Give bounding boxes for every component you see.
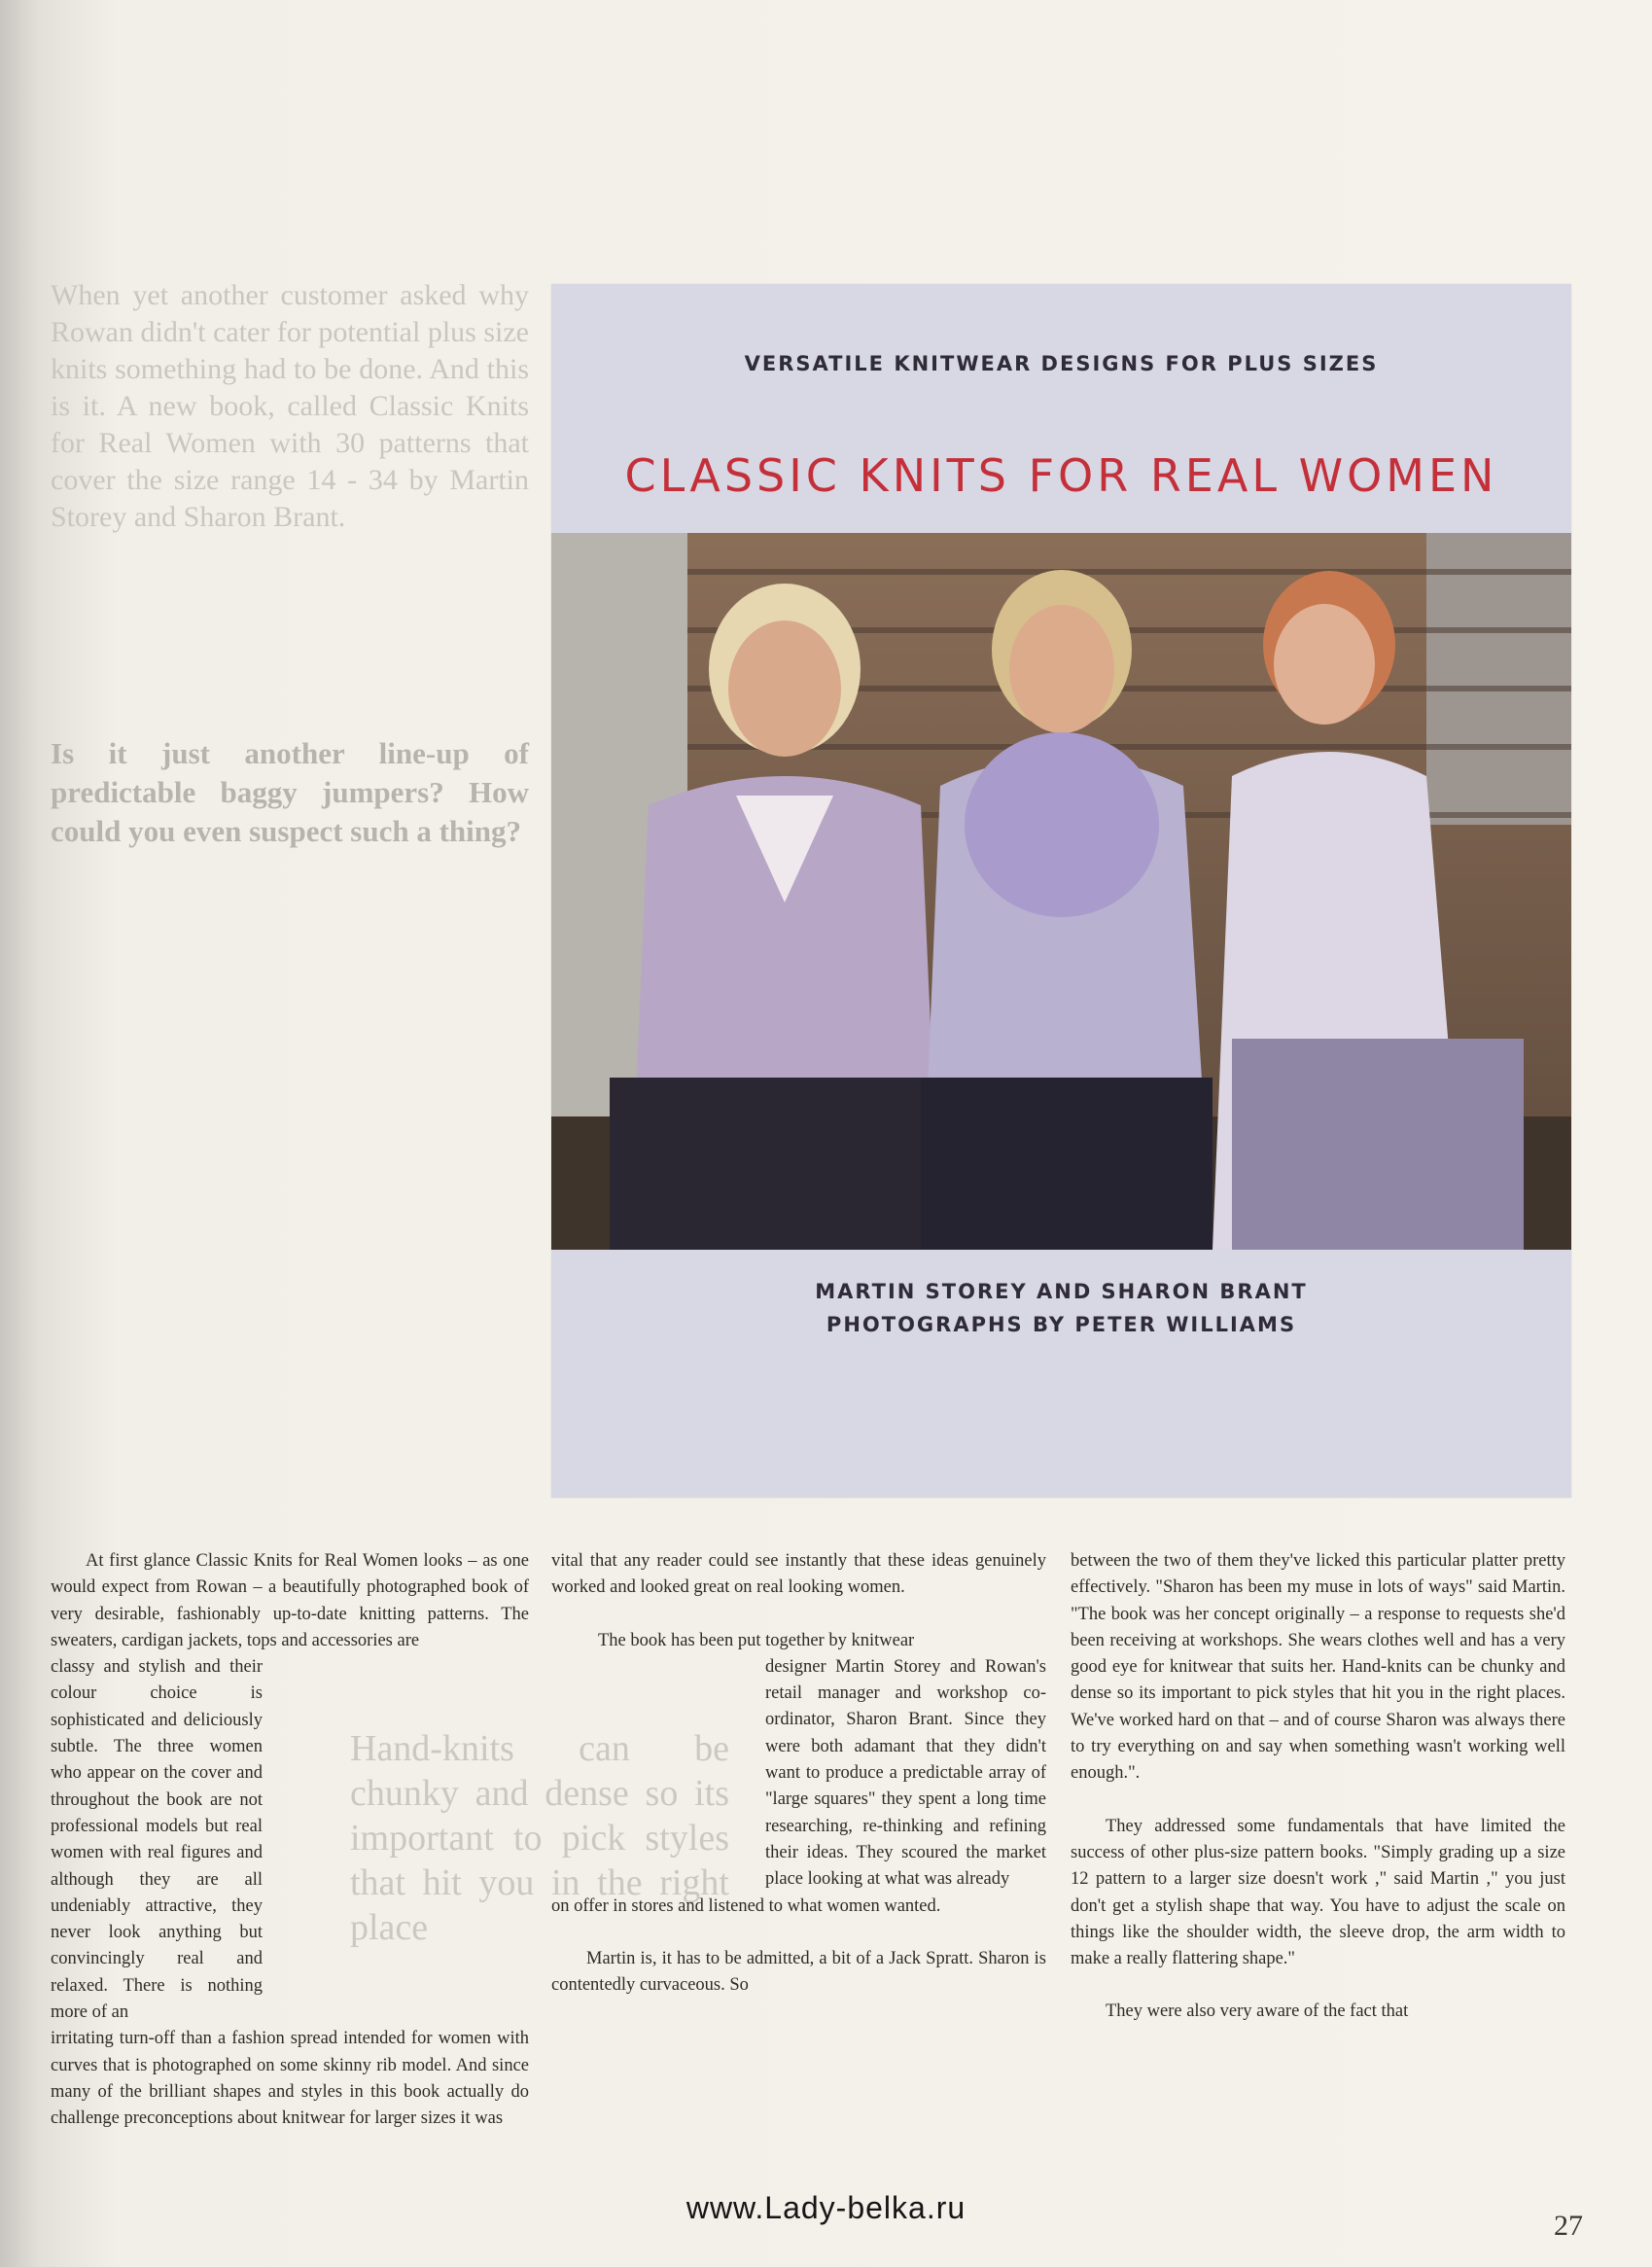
article-column-2 — [551, 1548, 1046, 1999]
col2-para-a: vital that any reader could see instantly that these ideas genuinely worked and looked great on real looking women. — [551, 1551, 1046, 1598]
col1-para-wrap: classy and stylish and their colour choice is sophisticated and deliciously subtle. The three women who appear on the cover and throughout the book are not professional models but real women with real figures and although they are all undeniably attractive, they never look anything but convincingly real and relaxed. There is nothing more of an — [51, 1657, 263, 2023]
intro-paragraph: When yet another customer asked why Rowan didn't cater for potential plus size knits something had to be done. And this is it. A new book, called Classic Knits for Real Women with 30 patterns that cover the size range 14 - 34 by Martin Storey and Sharon Brant. — [51, 279, 529, 533]
cover-photo — [551, 533, 1571, 1250]
col1-para-a: At first glance Classic Knits for Real Women looks – as one would expect from Rowan – a beautifully photographed book of very desirable, fashionably up-to-date knitting patterns. The sweaters, cardigan jackets, tops and accessories are — [51, 1551, 529, 1650]
col1-para-b: irritating turn-off than a fashion spread intended for women with curves that is photographed on some skinny rib model. And since many of the brilliant shapes and styles in this book actually do challenge preconceptions about knitwear for larger sizes it was — [51, 2029, 529, 2129]
cover-title: CLASSIC KNITS FOR REAL WOMEN — [624, 449, 1498, 502]
lead-question: Is it just another line-up of predictable baggy jumpers? How could you even suspect such a thing? — [51, 736, 529, 848]
col3-para-c: They were also very aware of the fact that — [1106, 2001, 1409, 2022]
col3-para-b: They addressed some fundamentals that have limited the success of other plus-size pattern books. "Simply grading up a size 12 pattern to a larger size doesn't work ," said Martin ," you just don't get a stylish shape that way. You have to adjust the scale on things like the shoulder width, the sleeve drop, the arm width to make a really flattering shape." — [1071, 1816, 1565, 1969]
cover-subtitle: VERSATILE KNITWEAR DESIGNS FOR PLUS SIZES — [744, 352, 1379, 375]
article-column-3 — [1071, 1548, 1565, 2026]
cover-authors: MARTIN STOREY AND SHARON BRANT — [815, 1280, 1308, 1303]
cover-photographer: PHOTOGRAPHS BY PETER WILLIAMS — [826, 1313, 1297, 1336]
col2-para-b-end: on offer in stores and listened to what women wanted. — [551, 1895, 941, 1916]
website-watermark: www.Lady-belka.ru — [685, 2190, 967, 2225]
col3-para-a: between the two of them they've licked this particular platter pretty effectively. "Sharon has been my muse in lots of ways" said Martin. "The book was her concept originally – a response to requests she'd been receiving at workshops. She wears clothes well and has a very good eye for knitwear that suits her. Hand-knits can be chunky and dense so its important to pick styles that hit you in the right places. We've worked hard on that – and of course Sharon was always there to try everything on and say when something wasn't working well enough.". — [1071, 1551, 1565, 1784]
page-number: 27 — [1554, 2210, 1583, 2242]
pull-quote: Hand-knits can be chunky and dense so its important to pick styles that hit you in the right place — [350, 1728, 729, 1948]
col2-para-b-lead: The book has been put together by knitwear — [598, 1630, 915, 1650]
col2-para-c: Martin is, it has to be admitted, a bit of a Jack Spratt. Sharon is contentedly curvaceous. So — [551, 1948, 1046, 1996]
book-cover — [551, 284, 1571, 1498]
col2-para-b-wrap: designer Martin Storey and Rowan's retail manager and workshop co-ordinator, Sharon Brant. Since they were both adamant that they didn't want to produce a predictable array of "large squares" they spent a long time researching, re-thinking and refining their ideas. They scoured the market place looking at what was already — [765, 1656, 1046, 1890]
three-women-on-steps-photo — [551, 533, 1571, 1250]
